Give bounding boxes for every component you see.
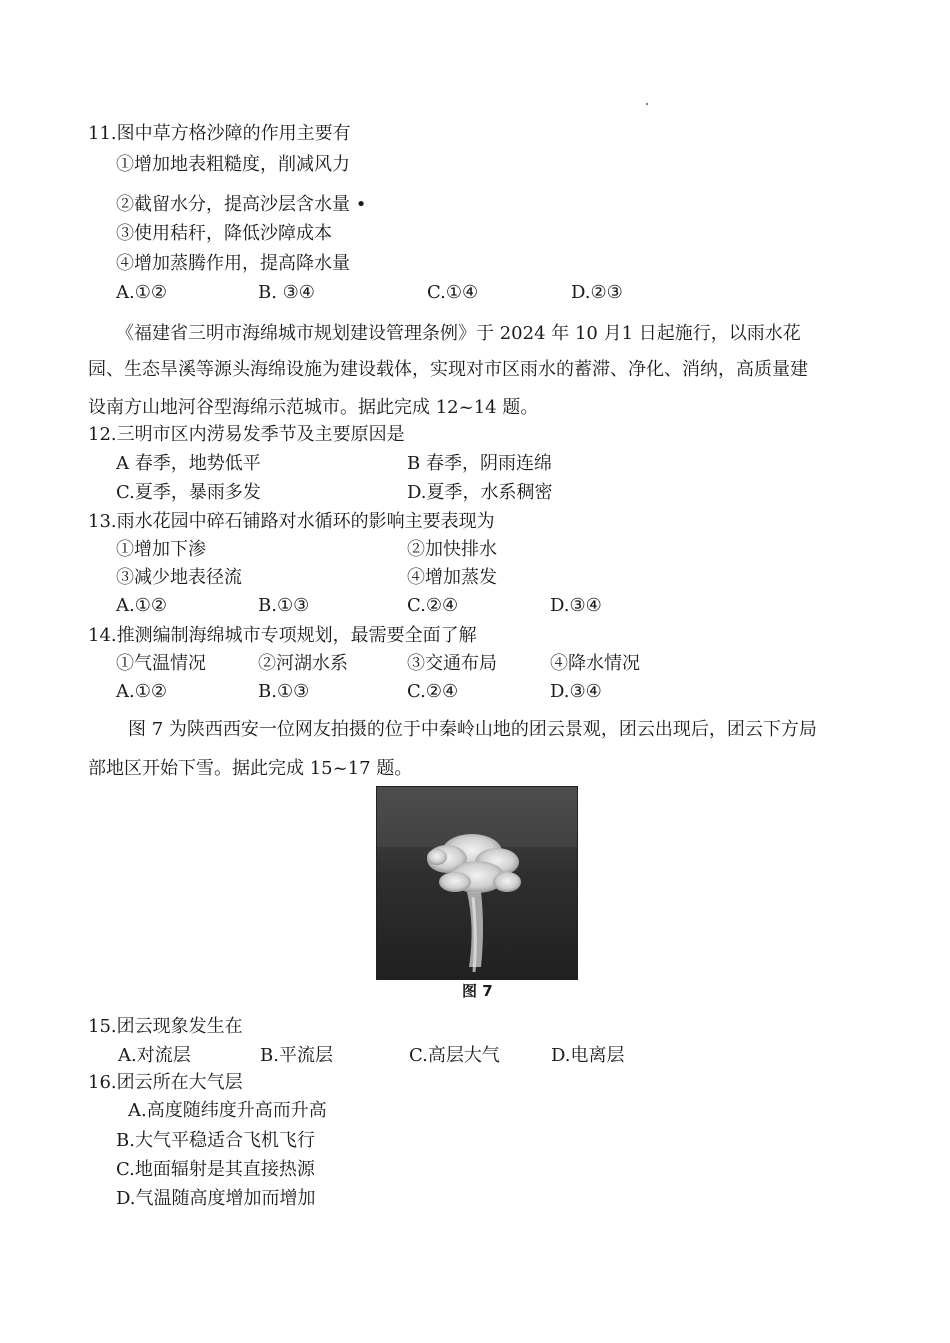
q14-item-1: ①气温情况 — [116, 653, 206, 674]
q13-item-2: ②加快排水 — [407, 539, 497, 560]
q15-stem: 15.团云现象发生在 — [88, 1016, 243, 1037]
q14-item-2: ②河湖水系 — [258, 653, 348, 674]
q11-option-d: D.②③ — [571, 282, 623, 303]
q16-option-a: A.高度随纬度升高而升高 — [128, 1100, 327, 1121]
q11-stem: 11.图中草方格沙障的作用主要有 — [88, 123, 351, 144]
speck — [646, 103, 648, 105]
q14-option-d: D.③④ — [550, 681, 602, 702]
q16-stem: 16.团云所在大气层 — [88, 1072, 243, 1093]
q11-item-3: ③使用秸秆，降低沙障成本 — [116, 223, 332, 244]
q13-item-1: ①增加下渗 — [116, 539, 206, 560]
q14-item-3: ③交通布局 — [407, 653, 497, 674]
q12-option-b: B 春季，阴雨连绵 — [407, 453, 552, 474]
passage2-line-1: 图 7 为陕西西安一位网友拍摄的位于中秦岭山地的团云景观，团云出现后，团云下方局 — [128, 719, 817, 740]
q13-item-4: ④增加蒸发 — [407, 567, 497, 588]
q11-option-c: C.①④ — [427, 282, 479, 303]
cloud-photo-illustration — [377, 787, 577, 979]
q12-option-a: A 春季，地势低平 — [116, 453, 261, 474]
q13-option-d: D.③④ — [550, 595, 602, 616]
q12-option-d: D.夏季，水系稠密 — [407, 482, 553, 503]
q14-option-c: C.②④ — [407, 681, 459, 702]
q13-stem: 13.雨水花园中碎石铺路对水循环的影响主要表现为 — [88, 511, 495, 532]
q14-option-b: B.①③ — [258, 681, 310, 702]
q15-option-a: A.对流层 — [118, 1045, 191, 1066]
q15-option-c: C.高层大气 — [409, 1045, 500, 1066]
q11-item-2: ②截留水分，提高沙层含水量 • — [116, 194, 367, 215]
q16-option-c: C.地面辐射是其直接热源 — [116, 1159, 315, 1180]
q14-option-a: A.①② — [116, 681, 167, 702]
q15-option-b: B.平流层 — [260, 1045, 333, 1066]
passage2-line-2: 部地区开始下雪。据此完成 15~17 题。 — [88, 758, 413, 779]
q13-item-3: ③减少地表径流 — [116, 567, 242, 588]
q16-option-b: B.大气平稳适合飞机飞行 — [116, 1130, 315, 1151]
q16-option-d: D.气温随高度增加而增加 — [116, 1188, 316, 1209]
passage1-line-1: 《福建省三明市海绵城市规划建设管理条例》于 2024 年 10 月1 日起施行，以雨水花 — [116, 323, 801, 344]
q14-stem: 14.推测编制海绵城市专项规划，最需要全面了解 — [88, 625, 477, 646]
q11-option-a: A.①② — [116, 282, 167, 303]
cloud-photo — [376, 786, 578, 980]
q13-option-c: C.②④ — [407, 595, 459, 616]
q12-option-c: C.夏季，暴雨多发 — [116, 482, 261, 503]
passage1-line-2: 园、生态旱溪等源头海绵设施为建设载体，实现对市区雨水的蓄滞、净化、消纳，高质量建 — [88, 359, 808, 380]
q14-item-4: ④降水情况 — [550, 653, 640, 674]
q11-item-1: ①增加地表粗糙度，削减风力 — [116, 154, 350, 175]
figure-caption: 图 7 — [462, 982, 493, 1000]
q12-stem: 12.三明市区内涝易发季节及主要原因是 — [88, 424, 405, 445]
q11-option-b: B. ③④ — [258, 282, 315, 303]
q15-option-d: D.电离层 — [551, 1045, 625, 1066]
q11-item-4: ④增加蒸腾作用，提高降水量 — [116, 253, 350, 274]
q13-option-b: B.①③ — [258, 595, 310, 616]
q13-option-a: A.①② — [116, 595, 167, 616]
passage1-line-3: 设南方山地河谷型海绵示范城市。据此完成 12~14 题。 — [88, 397, 539, 418]
